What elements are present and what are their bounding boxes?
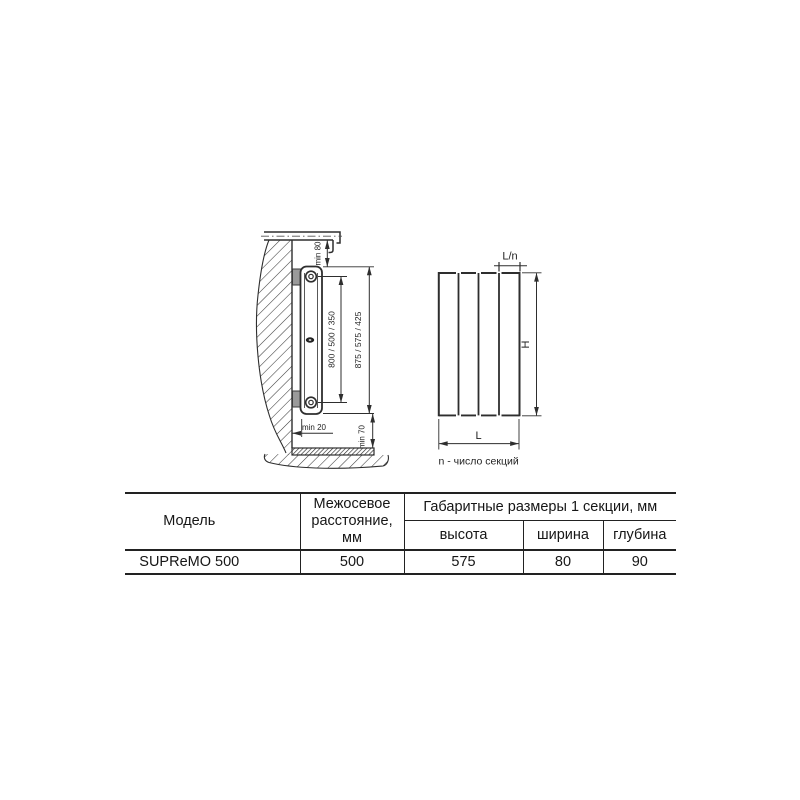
height-cell: 575 (404, 550, 523, 574)
dim-overall-label: 875 / 575 / 425 (353, 311, 363, 369)
model-column-header: Модель (163, 513, 216, 529)
table-row (125, 550, 676, 574)
dim-axial-label: 800 / 500 / 350 (326, 311, 337, 368)
width-cell: 80 (523, 550, 603, 574)
dim-min-70 (358, 414, 373, 449)
side-view-diagram (256, 232, 388, 468)
dim-min-70-label: min 70 (357, 424, 367, 450)
spec-table (125, 492, 676, 575)
axial-distance-cell: 500 (300, 550, 404, 574)
dimensions-group-header: Габаритные размеры 1 секции, мм (404, 493, 676, 521)
width-column-header: ширина (523, 521, 603, 551)
dim-length (439, 419, 519, 450)
depth-column-header: глубина (603, 521, 676, 551)
dim-min-80-label: min 80 (313, 241, 323, 266)
dim-min-20 (293, 423, 334, 433)
subfloor-hatch (264, 454, 388, 468)
dim-height-label: H (520, 340, 532, 349)
dim-length-label: L (475, 430, 482, 442)
dim-min-80 (314, 241, 328, 267)
model-cell: SUPReMO 500 (125, 550, 300, 574)
depth-cell: 90 (603, 550, 676, 574)
dim-section-width (494, 251, 527, 272)
dim-height (520, 273, 542, 416)
wall-hatch (256, 240, 292, 455)
dim-overall-height (353, 267, 369, 414)
axial-distance-column-header: Межосевое расстояние, мм (300, 493, 404, 550)
dim-min-20-label: min 20 (301, 423, 327, 432)
dim-axial-distance (327, 277, 342, 403)
front-view-diagram (439, 251, 542, 468)
sections-note: n - число секций (438, 455, 519, 468)
radiator-front-body (439, 272, 520, 416)
dim-section-width-label: L/n (502, 250, 518, 263)
radiator-side-body (301, 267, 323, 415)
height-column-header: высота (404, 521, 523, 551)
